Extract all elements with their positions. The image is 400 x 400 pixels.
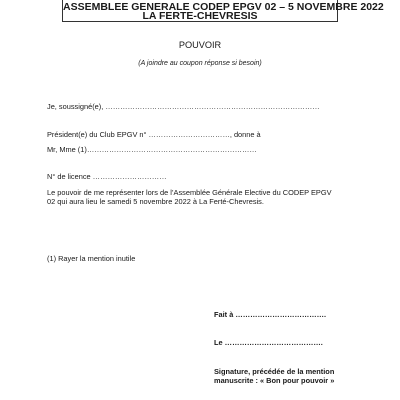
mr-mme-line: Mr, Mme (1)…………………………………………………………… bbox=[47, 145, 257, 154]
soussigne-line: Je, soussigné(e), …………………………………………………………………………… bbox=[47, 102, 320, 111]
title-box bbox=[62, 0, 384, 22]
licence-line: N° de licence ………………………… bbox=[47, 172, 167, 181]
president-line: Président(e) du Club EPGV n° ……………………………, donne à bbox=[47, 130, 261, 139]
mandate-text-line-2: 02 qui aura lieu le samedi 5 novembre 2022 à La Ferté-Chevresis. bbox=[47, 197, 264, 206]
document-subheading: (A joindre au coupon réponse si besoin) bbox=[138, 60, 262, 67]
mandate-text-line-1: Le pouvoir de me représenter lors de l’Assemblée Générale Elective du CODEP EPGV bbox=[47, 188, 332, 197]
signature-label-line-1: Signature, précédée de la mention bbox=[214, 367, 335, 376]
fait-a-line: Fait à ………………………………. bbox=[214, 310, 327, 319]
date-line: Le …………………………………. bbox=[214, 338, 323, 347]
document-title-line-1: ASSEMBLEE GENERALE CODEP EPGV 02 – 5 NOVEMBRE 2022 bbox=[63, 1, 384, 13]
signature-label-line-2: manuscrite : « Bon pour pouvoir » bbox=[214, 376, 335, 385]
footnote: (1) Rayer la mention inutile bbox=[47, 254, 136, 263]
document-title-line-2: LA FERTE-CHEVRESIS bbox=[142, 10, 258, 22]
document-heading: POUVOIR bbox=[178, 40, 222, 50]
